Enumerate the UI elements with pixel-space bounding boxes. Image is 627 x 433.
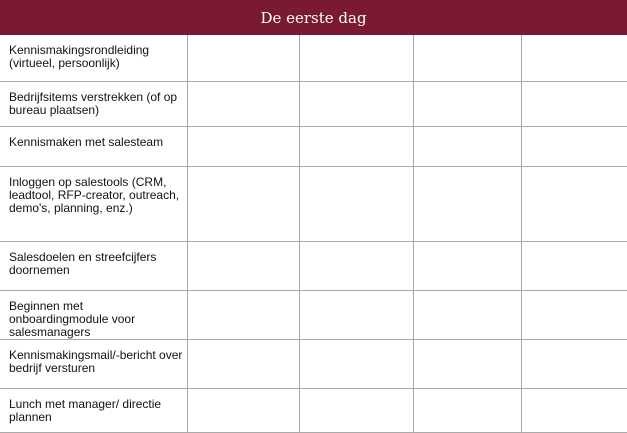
task-label: Kennismakingsmail/-bericht over bedrijf versturen — [0, 339, 187, 388]
check-cell[interactable] — [299, 166, 413, 241]
check-cell[interactable] — [299, 35, 413, 81]
table-row — [0, 35, 627, 81]
task-label: Bedrijfsitems verstrekken (of op bureau plaatsen) — [0, 81, 187, 126]
table-header — [0, 0, 627, 35]
check-cell[interactable] — [521, 35, 627, 81]
check-cell[interactable] — [299, 241, 413, 290]
check-cell[interactable] — [299, 388, 413, 432]
table-row — [0, 81, 627, 126]
check-cell[interactable] — [299, 290, 413, 339]
task-label: Lunch met manager/ directie plannen — [0, 388, 187, 432]
check-cell[interactable] — [413, 35, 521, 81]
check-cell[interactable] — [187, 241, 299, 290]
check-cell[interactable] — [299, 81, 413, 126]
table-row — [0, 166, 627, 241]
check-cell[interactable] — [187, 290, 299, 339]
check-cell[interactable] — [413, 290, 521, 339]
table-row — [0, 126, 627, 166]
check-cell[interactable] — [413, 388, 521, 432]
check-cell[interactable] — [413, 126, 521, 166]
check-cell[interactable] — [187, 388, 299, 432]
check-cell[interactable] — [521, 388, 627, 432]
table-row — [0, 290, 627, 339]
task-label: Kennismaken met salesteam — [0, 126, 187, 166]
table-row — [0, 241, 627, 290]
check-cell[interactable] — [521, 81, 627, 126]
task-label: Inloggen op salestools (CRM, leadtool, RFP-creator, outreach, demo's, planning, enz.) — [0, 166, 187, 241]
task-label: Kennismakingsrondleiding (virtueel, persoonlijk) — [0, 35, 187, 81]
check-cell[interactable] — [521, 339, 627, 388]
check-cell[interactable] — [187, 81, 299, 126]
checklist-table — [0, 35, 627, 433]
check-cell[interactable] — [413, 241, 521, 290]
check-cell[interactable] — [299, 126, 413, 166]
check-cell[interactable] — [187, 339, 299, 388]
table-title: De eerste dag — [260, 8, 367, 27]
check-cell[interactable] — [187, 166, 299, 241]
check-cell[interactable] — [413, 166, 521, 241]
check-cell[interactable] — [521, 241, 627, 290]
table-row — [0, 339, 627, 388]
check-cell[interactable] — [187, 126, 299, 166]
table-row — [0, 388, 627, 432]
check-cell[interactable] — [413, 81, 521, 126]
check-cell[interactable] — [521, 290, 627, 339]
check-cell[interactable] — [521, 166, 627, 241]
task-label: Beginnen met onboardingmodule voor salesmanagers — [0, 290, 187, 339]
check-cell[interactable] — [521, 126, 627, 166]
check-cell[interactable] — [187, 35, 299, 81]
check-cell[interactable] — [413, 339, 521, 388]
check-cell[interactable] — [299, 339, 413, 388]
task-label: Salesdoelen en streefcijfers doornemen — [0, 241, 187, 290]
